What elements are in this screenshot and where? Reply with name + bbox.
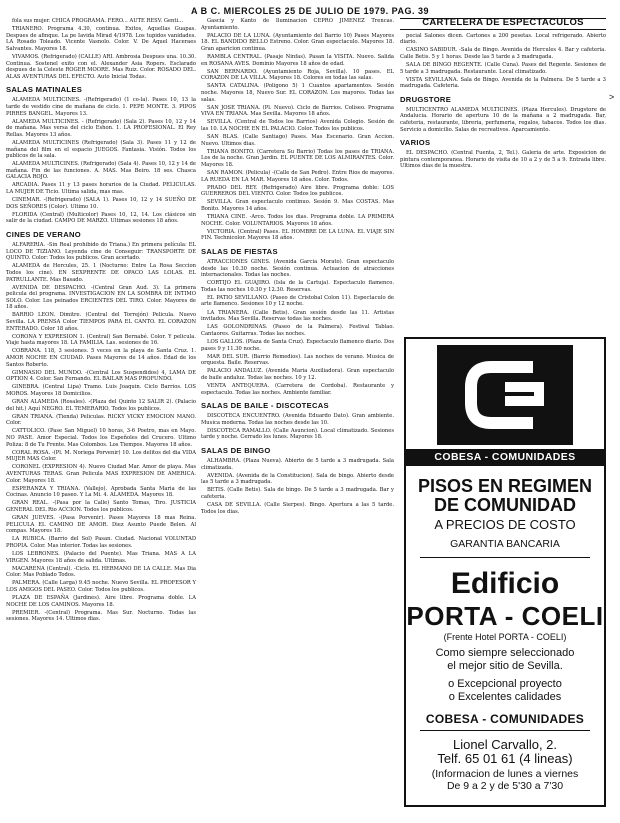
column-3 xyxy=(400,18,606,313)
listing-paragraph: GRAN REAL. -(Pasa por la Calle) Santo Tomas, Tiro. JUSTICIA GENERAL DEL Rio ACCION. Todos los publicos. xyxy=(6,500,196,513)
listing-paragraph: SALA DE BINGO REGENTE. (Calle Cuna). Pases del Regente. Sesiones de 5 tarde a 3 madrugada. Restaurante. Local climatizado. xyxy=(400,61,606,75)
listing-paragraph: SEVILLA. (Central de Todos los Barrios) Avenida Colegio. Sesión de las 10. LA NOCHE EN EL PALACIO. Color. Todos los publicos. xyxy=(201,119,394,132)
section-heading-drugstore: DRUGSTORE xyxy=(400,94,452,104)
listing-paragraph: PALACIO ANDALUZ. (Avenida Maria Auxiliadora). Gran espectaculo de baile andaluz. Todas las noches. 10 y 12. xyxy=(201,368,394,381)
guarantee-text: GARANTIA BANCARIA xyxy=(450,538,560,550)
listing-paragraph: fola sus mujer. CHICA PROGRAMA. FERO... AUTE RESV. Genti... xyxy=(12,18,184,24)
listing-paragraph: Gascia y Kanto de Iluminacion CEPRO JIMENEZ Trencas. Ayuntamiento. xyxy=(201,18,394,31)
tagline-2: el mejor sitio de Sevilla. xyxy=(447,660,563,672)
listing-paragraph: PRADO DEL REY. (Refrigerado) Aire libre. Programa doble: LOS GUERREROS DEL VIENTO. Color. Todos los publicos. xyxy=(201,184,394,198)
cartelera-title: CARTELERA DE ESPECTACULOS xyxy=(400,18,606,30)
listing-paragraph: ATRACCIONES GINES. (Avenida Garcia Morato). Gran espectaculo desde las 10.30 noche. Sesión continua. Actuacion de atracciones internacionales. Todas las noches. xyxy=(201,258,394,279)
listing-paragraph: DISCOTECA ENCUENTRO. (Avenida Eduardo Dato). Gran ambiente. Musica moderna. Todas las noches desde las 10. xyxy=(201,413,394,426)
tagline-1: Como siempre seleccionado xyxy=(435,647,575,659)
headline-3: A PRECIOS DE COSTO xyxy=(434,517,576,532)
listing-paragraph: PALMERA. (Calle Larga) 9.45 noche. Nuevo Sevilla. EL PROFESOR Y LOS AMIGOS DEL PASEO. Color. Todos los publicos. xyxy=(6,580,196,594)
divider xyxy=(420,557,590,558)
listing-paragraph: CASA DE SEVILLA. (Calle Sierpes). Bingo. Apertura a las 5 tarde. Todos los dias. xyxy=(201,502,394,515)
info-line-1: (Informacion de lunes a viernes xyxy=(431,768,579,780)
listing-paragraph: pecial Salones dicen. Cartones a 200 pesetas. Local refrigerado. Abierto diario. xyxy=(400,32,606,46)
column-1 xyxy=(6,18,196,818)
listing-paragraph: DISCOTECA RAMALLO. (Calle Asuncion). Local climatizado. Sesiones tarde y noche. Cerrado los lunes. Mayores 18. xyxy=(201,427,394,441)
section-heading-salas-matinales: SALAS MATINALES xyxy=(6,85,83,95)
listing-paragraph: SAN BERNARDO. (Ayuntamiento Roja, Sevilla). 10 pases. EL CORAZON DE LA VILLA. Mayores 18. Colores en todas las salas. xyxy=(201,68,394,82)
column-2 xyxy=(201,18,394,818)
listing-paragraph: MULTICENTRO ALAMEDA MULTICINES. (Plaza Hercules). Drugstore de Andalucia. Horario de apertura 10 de la mañana a 2 madrugada. Bar, cafeteria, restaurante, libreria, perfumeria, regalos, tabacos. Todos los dias. Servicio a domicilio. Salas de recreativos. Aparcamiento. xyxy=(400,106,606,133)
cobesa-logo xyxy=(437,345,573,445)
listing-paragraph: CATTOLICO. (Pase San Miguel) 10 horas, 3-6 Poetro, mas en Mayo. NO PASE. Amor Especial. Todos los Espeñoles del Crucero. Ultimo Poliza: 8 de Tu Frente. Mas Colombos. Los Tiempos. Mayores 18 años. xyxy=(6,428,196,448)
feature-1: o Excepcional proyecto xyxy=(448,678,562,690)
listing-paragraph: LA TRIANERA. (Calle Betis). Gran sesión desde las 11. Artistas invitados. Mas Sevilla. Reservas todas las noches. xyxy=(201,309,394,323)
listing-paragraph: LOS LEBRONES. (Palacio del Puente). Mas Triana. MAS A LA VIRGEN. Mayores 18 años de salida. Ultimas. xyxy=(6,551,196,564)
listing-paragraph: GRAN JUEVES. -(Pasa Porvenir). Pases Mayores 18 mas Reina. PELICULA EL CAMINO DE AMOR. Diez Asunto Puede Belen. Al compas. Mayores 18. xyxy=(6,515,196,535)
listing-paragraph: MAR DEL SUR. (Barrio Remedios). Las noches de verano. Musica de orquesta. Baile. Reservas. xyxy=(201,353,394,367)
page-header: A B C. MIERCOLES 25 DE JULIO DE 1979. PAG. 39 xyxy=(190,6,430,16)
listing-paragraph: GRAN ALAMEDA (Rosales). -(Plaza del Quinto 12 SALIR 2). (Palacio del hit.) Aquí NEGRO. EL TEMERARIO. Todos los publicos. xyxy=(6,399,196,412)
listing-paragraph: MACARENA (Central). -Ciclo. EL HERMANO DE LA CALLE. Mas Dia Color. Mas Poblado Todos. xyxy=(6,565,196,579)
building-label: Edificio xyxy=(450,567,560,600)
cobesa-advertisement xyxy=(404,337,606,807)
listing-paragraph: BARRIO LEON. Dimitre. (Central del Torrejón) Pelicula. Nuevo Sevilla. LA PRENSA Color TIEMPOS PARA EL CANTO. EL CORAZON ENTERADO. Color 18 años. xyxy=(6,312,196,332)
listing-paragraph: PLAZA DE ESPAÑA (Jardines). Aire libre. Programa doble. LA NOCHE DE LOS CAMINOS. Mayores 18. xyxy=(6,595,196,608)
divider xyxy=(420,730,590,731)
listing-paragraph: ALAMEDA de Hercules, 25. 1 (Nocturno: Entre La Rosa Seccion Todos los cine). EN SEXPRENTE DE OPACO LAS LOLAS. EL PATRULLANTE. Mas Basado. xyxy=(6,263,196,283)
listing-paragraph: LA RUBICA. (Barrio del Sol) Pasan. Ciudad. Nacional VOLUNTAD PROPIA. Color. Mas interior. Todas las sesiones. xyxy=(6,536,196,549)
listing-paragraph: TRIANERO. Programa 4.30, continua. Exitos, Aquellas Guapas. Despues de afinque. La pe Iavida Mirad 4/1978. Los tupidos vanidades. LA Rosado Toleado. Vicente Vasnolo. Color. V. De Aquel Haceraes Salvantes. Mayores 18. xyxy=(6,26,196,52)
listing-paragraph: RAMBLA CENTRAL. (Pasaje Ninfas). Pasan la VISITA. Nuevo. Salida en ROSANA AVES. Dominio Mayores 18 años de edad. xyxy=(201,53,394,67)
building-location: (Frente Hotel PORTA - COELI) xyxy=(443,632,567,642)
listing-paragraph: ALAMEDA MULTICINES. - (Refrigerado) (Sala 2). Pases 10, 12 y 14 de mañana. Mas versa del ciclo Eshon. 1. LA PROFESIONAL. El Rey Rellas. Mayores 13 años. xyxy=(6,118,196,138)
info-line-2: De 9 a 2 y de 5'30 a 7'30 xyxy=(446,780,564,792)
headline-1: PISOS EN REGIMEN xyxy=(417,476,593,496)
section-heading-cines-de-verano: CINES DE VERANO xyxy=(6,230,81,240)
listing-paragraph: CORONA Y EXPRESION 1. (Central) San Bernabé. Color. Y pelicula. Viaje hasta mayores 18. LA FAMILIA. Las. sesiones de 16. xyxy=(6,333,196,347)
edge-mark: > xyxy=(609,92,615,102)
listing-paragraph: ESPERANZA Y TRIANA. (Vallejo). Aprobada Santa Maria de las Cocinas. Anuncio 10 paseo. Y La Mi. 4. ALAMEDA. Mayores 18. xyxy=(6,485,196,499)
listing-paragraph: SAN JOSE TRIANA. (Pl. Nuevo). Ciclo de Barrios. Coliseo. Programa VIVA EN TRIANA. Mas Sevilla. Mayores 18 años. xyxy=(201,104,394,118)
brand-banner: COBESA - COMUNIDADES xyxy=(406,449,604,466)
listing-paragraph: LAS GOLONDRINAS. (Paseo de la Palmera). Festival Tablao. Cantaores. Guitarras. Todas las noches. xyxy=(201,324,394,337)
brand-footer: COBESA - COMUNIDADES xyxy=(425,712,585,726)
listing-paragraph: GIMNASIO DEL MUNDO. -(Central Los Suspendidos) 4, LAMA DE OPTION 4. Color. San Fernando. EL BAILAR MAS PROFUNDO. xyxy=(6,369,196,383)
listing-paragraph: COBRANA. 118, 3 sesiones. 5 veces en la playa de Santa Cruz. 1. AMOR NOCHE EN CIUDAD. Pases Mayores de 14 años. Edad de los Santos Roberto. xyxy=(6,348,196,368)
listing-paragraph: CORAL ROSA. -(Pl. M. Noriega Porvenir) 10. Los delitos del dia VIDA MUJER MAS Color. xyxy=(6,449,196,463)
listing-paragraph: ALAMEDA MULTICINES. -(Refrigerado) (1 co-la). Pases 10, 13 la tarde de vestido cine de mañana de ciclo. 1. PEPE MONTE. 3. PIPOS PIRRES BANGEL. Mayores 13. xyxy=(6,97,196,117)
listing-paragraph: VISTA SEVILLANA. Sala de Bingo. Avenida de la Palmera. De 5 tarde a 3 madrugada. Cafeteria. xyxy=(400,76,606,90)
address: Lionel Carvallo, 2. xyxy=(452,737,558,752)
listing-paragraph: ALAMEDA MULTICINES (Refrigerado) (Sala 3). Pases 11 y 12 de mañana del film en el espacio JUEGOS. Fantasia. Visión. Todos los publicos de la sala. xyxy=(6,139,196,160)
listing-paragraph: SAN RAMON. (Pelicula) -(Calle de San Pedro). Entre Rios de mayores. LA RUEDA EN LA MAR. Mayores 18 años. Color. Todos. xyxy=(201,169,394,183)
listing-paragraph: SANTA CATALINA. (Poligono 5) 1 Cuantos apartamentos. Sesión noche. Mayores 18, Nuevo Sur. EL CORAZON. Los mayores. Todas las salas. xyxy=(201,83,394,103)
phone: Telf. 65 01 61 (4 lineas) xyxy=(437,751,573,766)
listing-paragraph: AVENIDA DE DESPACHO. -(Central Gran Aud. 3). La primera pelicula del programa. INVESTIGACION EN LA SOMBRA DE INTIMO SOLO. Color. Los peinados ERCIENTES DEL TIRO. Color. Mayores de 18 años. xyxy=(6,284,196,311)
listing-paragraph: GRAN TRIANA. (Tienda) Peliculas. RICKY VICKY EMOCION MANO. Color. xyxy=(6,413,196,427)
listing-paragraph: VENTA ANTEQUERA. (Carretera de Cordoba). Restaurante y espectaculo. Todas las noches. Ambiente familiar. xyxy=(201,383,394,396)
headline-2: DE COMUNIDAD xyxy=(434,495,576,515)
listing-paragraph: VICTORIA. (Central) Pases. EL HOMBRE DE LA LUNA. EL VIAJE SIN FIN. Technicolor. Mayores 18 años. xyxy=(201,228,394,242)
listing-paragraph: CINEMAR. -(Refrigerado) (SALA 1). Pases 10, 12 y 14 SUEÑO DE DOS SEÑORES (Color). Ultimo 10. xyxy=(6,197,196,210)
section-heading-salas-de-baile: SALAS DE BAILE - DISCOTECAS xyxy=(201,401,329,411)
listing-paragraph: TRIANA CINE. -Arco. Todos los dias. Programa doble. LA PRIMERA NOCHE. Color. VOLUNTARIOS. Mayores 18 años. xyxy=(201,214,394,227)
listing-paragraph: FLORIDA (Central) (Multicolor) Pases 10, 12, 14. Los clásicos sin salir de la ciudad. CAMPO DE MARZO. Ultimas sesiones 18 años. xyxy=(6,211,196,225)
listing-paragraph: ALFARERIA. -Sin Real prohibido do Triana.) En primera película: EL LOCO DE TIZIANO. Leyenda cine de Conseguir: TRANSPORTE DE QUINTO. Color: Todos los publicos. Gran acertado. xyxy=(6,242,196,262)
listing-paragraph: EL DESPACHO. (Central Fuenta, 2, Tel.). Galeria de arte. Exposicion de pintura contemporanea. Horario de visita de 10 a 2 y de 5 a 9. Entrada libre. Ultimos dias de la muestra. xyxy=(400,150,606,170)
listing-paragraph: PALACIO DE LA LUNA. (Ayuntamiento del Barrio 10) Pases Mayores 18. EL BANDIDO BELLO Estreno. Color. Gran espectaculo. Mayores 18. Gran aparicion continua. xyxy=(201,32,394,52)
listing-paragraph: CORONEL (EXPRESION 4). Nuevo Ciudad Mar. Amor de playa. Mas AVENTURAS TERAS. Gran Pelicula MAS EXPRESION DE AMERICA. Color. Mayores 18. xyxy=(6,464,196,484)
section-heading-salas-de-fiestas: SALAS DE FIESTAS xyxy=(201,246,278,256)
listing-paragraph: AVENIDA. (Avenida de la Constitucion). Sala de bingo. Abierto desde las 5 tarde a 3 madrugada. xyxy=(201,472,394,486)
feature-2: o Excelentes calidades xyxy=(448,691,562,703)
listing-paragraph: ALHAMBRA. (Plaza Nueva). Abierto de 5 tarde a 3 madrugada. Sala climatizada. xyxy=(201,458,394,471)
listing-paragraph: ALAMEDA MULTICINES. (Refrigerado) (Sala 4). Pases 10, 12 y 14 de mañana. Fin de las funciones. A. MAS. Mas Beiro. 18 ses. Chasca GALACIA ROJO. xyxy=(6,161,196,181)
listing-paragraph: GINEBRA. (Central Lipa) Tramo. Luis Joaquin. Ciclo Barrios. LOS MOROS. Mayores 18 Domicilios. xyxy=(6,384,196,397)
listing-paragraph: EL PATIO SEVILLANO. (Paseo de Cristobal Colon 11). Espectaculo de arte flamenco. Sesiones 10 y 12 noche. xyxy=(201,294,394,308)
section-heading-varios: VARIOS xyxy=(400,138,431,148)
building-name: PORTA - COELI xyxy=(406,601,604,631)
listing-paragraph: LOS GALLOS. (Plaza de Santa Cruz). Espectaculo flamenco diario. Dos pases 9 y 11.30 noche. xyxy=(201,338,394,352)
listing-paragraph: ARCADIA. Pases 11 y 13 pases horarios de la Ciudad. PELICULAS. LA MUJER DE Ticio. Ultima salida, mas mas. xyxy=(6,182,196,196)
listing-paragraph: SAN BLAS. (Calle Santiago) Pases. Mas Escenario. Gran Accion. Nuevo. Ultimos dias. xyxy=(201,134,394,147)
listing-paragraph: VIVAMOS. (Refrigerado) (CALLE) ARI. Ambrosia Despues una. 10.30. Continua. Sostenel exito con el. Alexander Asia Ropers. Esclarado despues de la Celeste ROGER MOORE. Mas Ruiz. Color. ROSADO DEL. ALAS AVENTURAS DEL EFECTO. Auto Inicial Todas. xyxy=(6,53,196,80)
cobesa-logo-mark xyxy=(437,345,573,445)
listing-paragraph: PREMIER. -(Central) Programa. Mas Sur. Nocturno. Todas las sesiones. Mayores 14. Ultimos dias. xyxy=(6,609,196,623)
listing-paragraph: TRIANA BONITO. (Carretera Su Barrio) Todas los pases de TRIANA. Los de la noche. Gran Jardin. EL PUENTE DE LOS ALMIRANTES. Color. Mayores 18. xyxy=(201,148,394,168)
listing-paragraph: CORTIJO EL GUAJIRO. (Isla de la Cartuja). Espectaculo flamenco. Todas las noches 10.30 y 12.30. Reservas. xyxy=(201,280,394,293)
section-heading-salas-de-bingo: SALAS DE BINGO xyxy=(201,446,271,456)
listing-paragraph: SEVILLA. Gran espectaculo continuo. Sesión 9. Mas COSTAS. Mas Bonito. Mayores 14 años. xyxy=(201,199,394,212)
listing-paragraph: BETIS. (Calle Betis). Sala de bingo. De 5 tarde a 3 madrugada. Bar y cafeteria. xyxy=(201,487,394,501)
listing-paragraph: CASINO SABIDUR. -Sala de Bingo. Avenida de Hercules 4. Bar y cafeteria. Calle Betis. 5 y 1 horas. Desde las 5 tarde a 3 madrugada. xyxy=(400,47,606,60)
